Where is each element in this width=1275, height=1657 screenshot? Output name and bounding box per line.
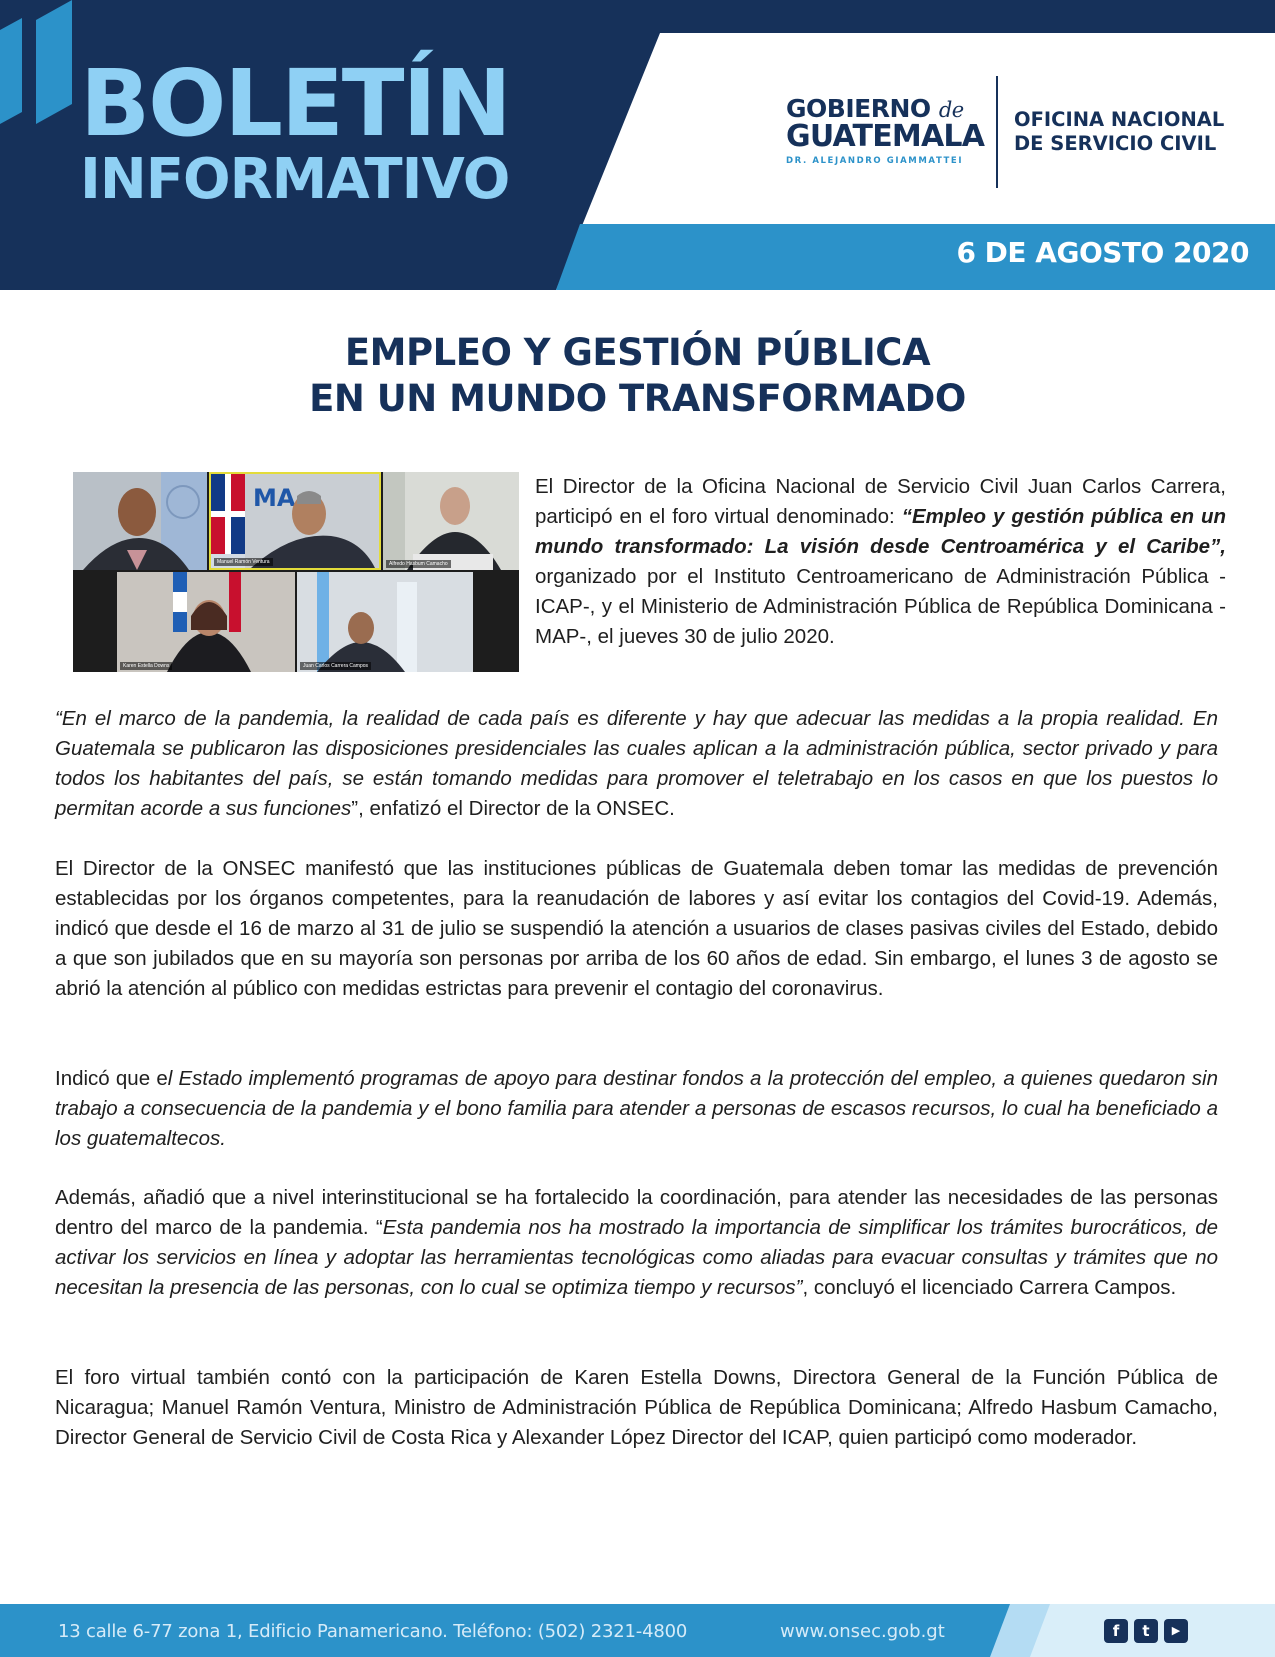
logo-gobierno: GOBIERNO de [786, 94, 964, 123]
bulletin-title-boletin: BOLETÍN [80, 50, 510, 157]
bulletin-date: 6 DE AGOSTO 2020 [956, 236, 1249, 269]
paragraph-coordination: Además, añadió que a nivel interinstitucional se ha fortalecido la coordinación, para atender las necesidades de las personas dentro del marco de la pandemia. “Esta pandemia nos ha mostrado la importancia de simplificar los trámites burocráticos, de activar los servicios en línea y adoptar las herramientas tecnológicas como aliadas para evacuar consultas y trámites que no necesitan la presencia de las personas, con lo cual se optimiza tiempo y recursos”, concluyó el licenciado Carrera Campos. [55, 1186, 1218, 1299]
article-headline [0, 330, 1275, 422]
video-conference-photo [73, 472, 519, 672]
footer-website-link[interactable]: www.onsec.gob.gt [780, 1621, 945, 1642]
twitter-icon[interactable]: t [1134, 1619, 1158, 1643]
headline-line1: EMPLEO Y GESTIÓN PÚBLICA [344, 331, 931, 374]
office-name [1014, 108, 1224, 156]
logo-president: DR. ALEJANDRO GIAMMATTEI [786, 155, 964, 166]
logo-divider [996, 76, 998, 188]
office-name-line1: OFICINA NACIONAL [1014, 108, 1225, 131]
logo-de: de [938, 98, 964, 122]
participant-tile [73, 472, 207, 570]
guatemala-government-logo-icon [0, 0, 74, 124]
footer-address: 13 calle 6-77 zona 1, Edificio Panamericano. Teléfono: (502) 2321-4800 [58, 1621, 688, 1642]
bulletin-header [0, 0, 1275, 290]
bulletin-footer [0, 1604, 1275, 1657]
paragraph-prevention: El Director de la ONSEC manifestó que las instituciones públicas de Guatemala deben tomar las medidas de prevención establecidas por los órganos competentes, para la reanudación de labores y así evitar los contagios del Covid-19. Además, indicó que desde el 16 de marzo al 31 de julio se suspendió la atención a usuarios de clases pasivas civiles del Estado, debido a que son jubilados que en su mayoría son personas por arriba de los 60 años de edad. Sin embargo, el lunes 3 de agosto se abrió la atención al público con medidas estrictas para prevenir el contagio del coronavirus. [55, 857, 1218, 1000]
conference-screen-label: MA [253, 484, 296, 512]
youtube-icon[interactable]: ▶ [1164, 1619, 1188, 1643]
participant-tile-active [209, 472, 381, 570]
bulletin-title-informativo: INFORMATIVO [80, 147, 510, 212]
participant-name-tag: Karen Estella Downs [120, 662, 172, 670]
participant-tile [297, 572, 473, 672]
logo-guatemala: GUATEMALA [786, 119, 985, 154]
paragraph-intro: El Director de la Oficina Nacional de Servicio Civil Juan Carlos Carrera, participó en el foro virtual denominado: “Empleo y gestión pública en un mundo transformado: La visión desde Centroamérica y el Caribe”, organizado por el Instituto Centroamericano de Administración Pública -ICAP-, y el Ministerio de Administración Pública de República Dominicana -MAP-, el jueves 30 de julio 2020. [535, 475, 1226, 648]
participant-name-tag: Manuel Ramón Ventura [214, 558, 273, 566]
office-name-line2: DE SERVICIO CIVIL [1014, 131, 1217, 155]
paragraph-director-quote: “En el marco de la pandemia, la realidad de cada país es diferente y hay que adecuar las medidas a la propia realidad. En Guatemala se publicaron las disposiciones presidenciales las cuales aplican a la administración pública, sector privado y para todos los habitantes del país, se están tomando medidas para promover el teletrabajo en los casos en que los puestos lo permitan acorde a sus funciones”, enfatizó el Director de la ONSEC. [55, 707, 1218, 820]
government-logo-text [786, 96, 986, 166]
paragraph-participants: El foro virtual también contó con la participación de Karen Estella Downs, Directora General de la Función Pública de Nicaragua; Manuel Ramón Ventura, Ministro de Administración Pública de República Dominicana; Alfredo Hasbum Camacho, Director General de Servicio Civil de Costa Rica y Alexander López Director del ICAP, quien participó como moderador. [55, 1366, 1218, 1449]
participant-tile [117, 572, 295, 672]
participant-tile [383, 472, 519, 570]
forum-title-quote: “Empleo y gestión pública en un mundo transformado: La visión desde Centroamérica y el Caribe”, [535, 505, 1226, 558]
headline-line2: EN UN MUNDO TRANSFORMADO [309, 377, 966, 420]
participant-name-tag: Juan Carlos Carrera Campos [300, 662, 371, 670]
facebook-icon[interactable]: f [1104, 1619, 1128, 1643]
paragraph-programs: Indicó que el Estado implementó programas de apoyo para destinar fondos a la protección del empleo, a quienes quedaron sin trabajo a consecuencia de la pandemia y el bono familia para atender a personas de escasos recursos, lo cual ha beneficiado a los guatemaltecos. [55, 1067, 1218, 1150]
participant-name-tag: Alfredo Hasbum Camacho [386, 560, 451, 568]
